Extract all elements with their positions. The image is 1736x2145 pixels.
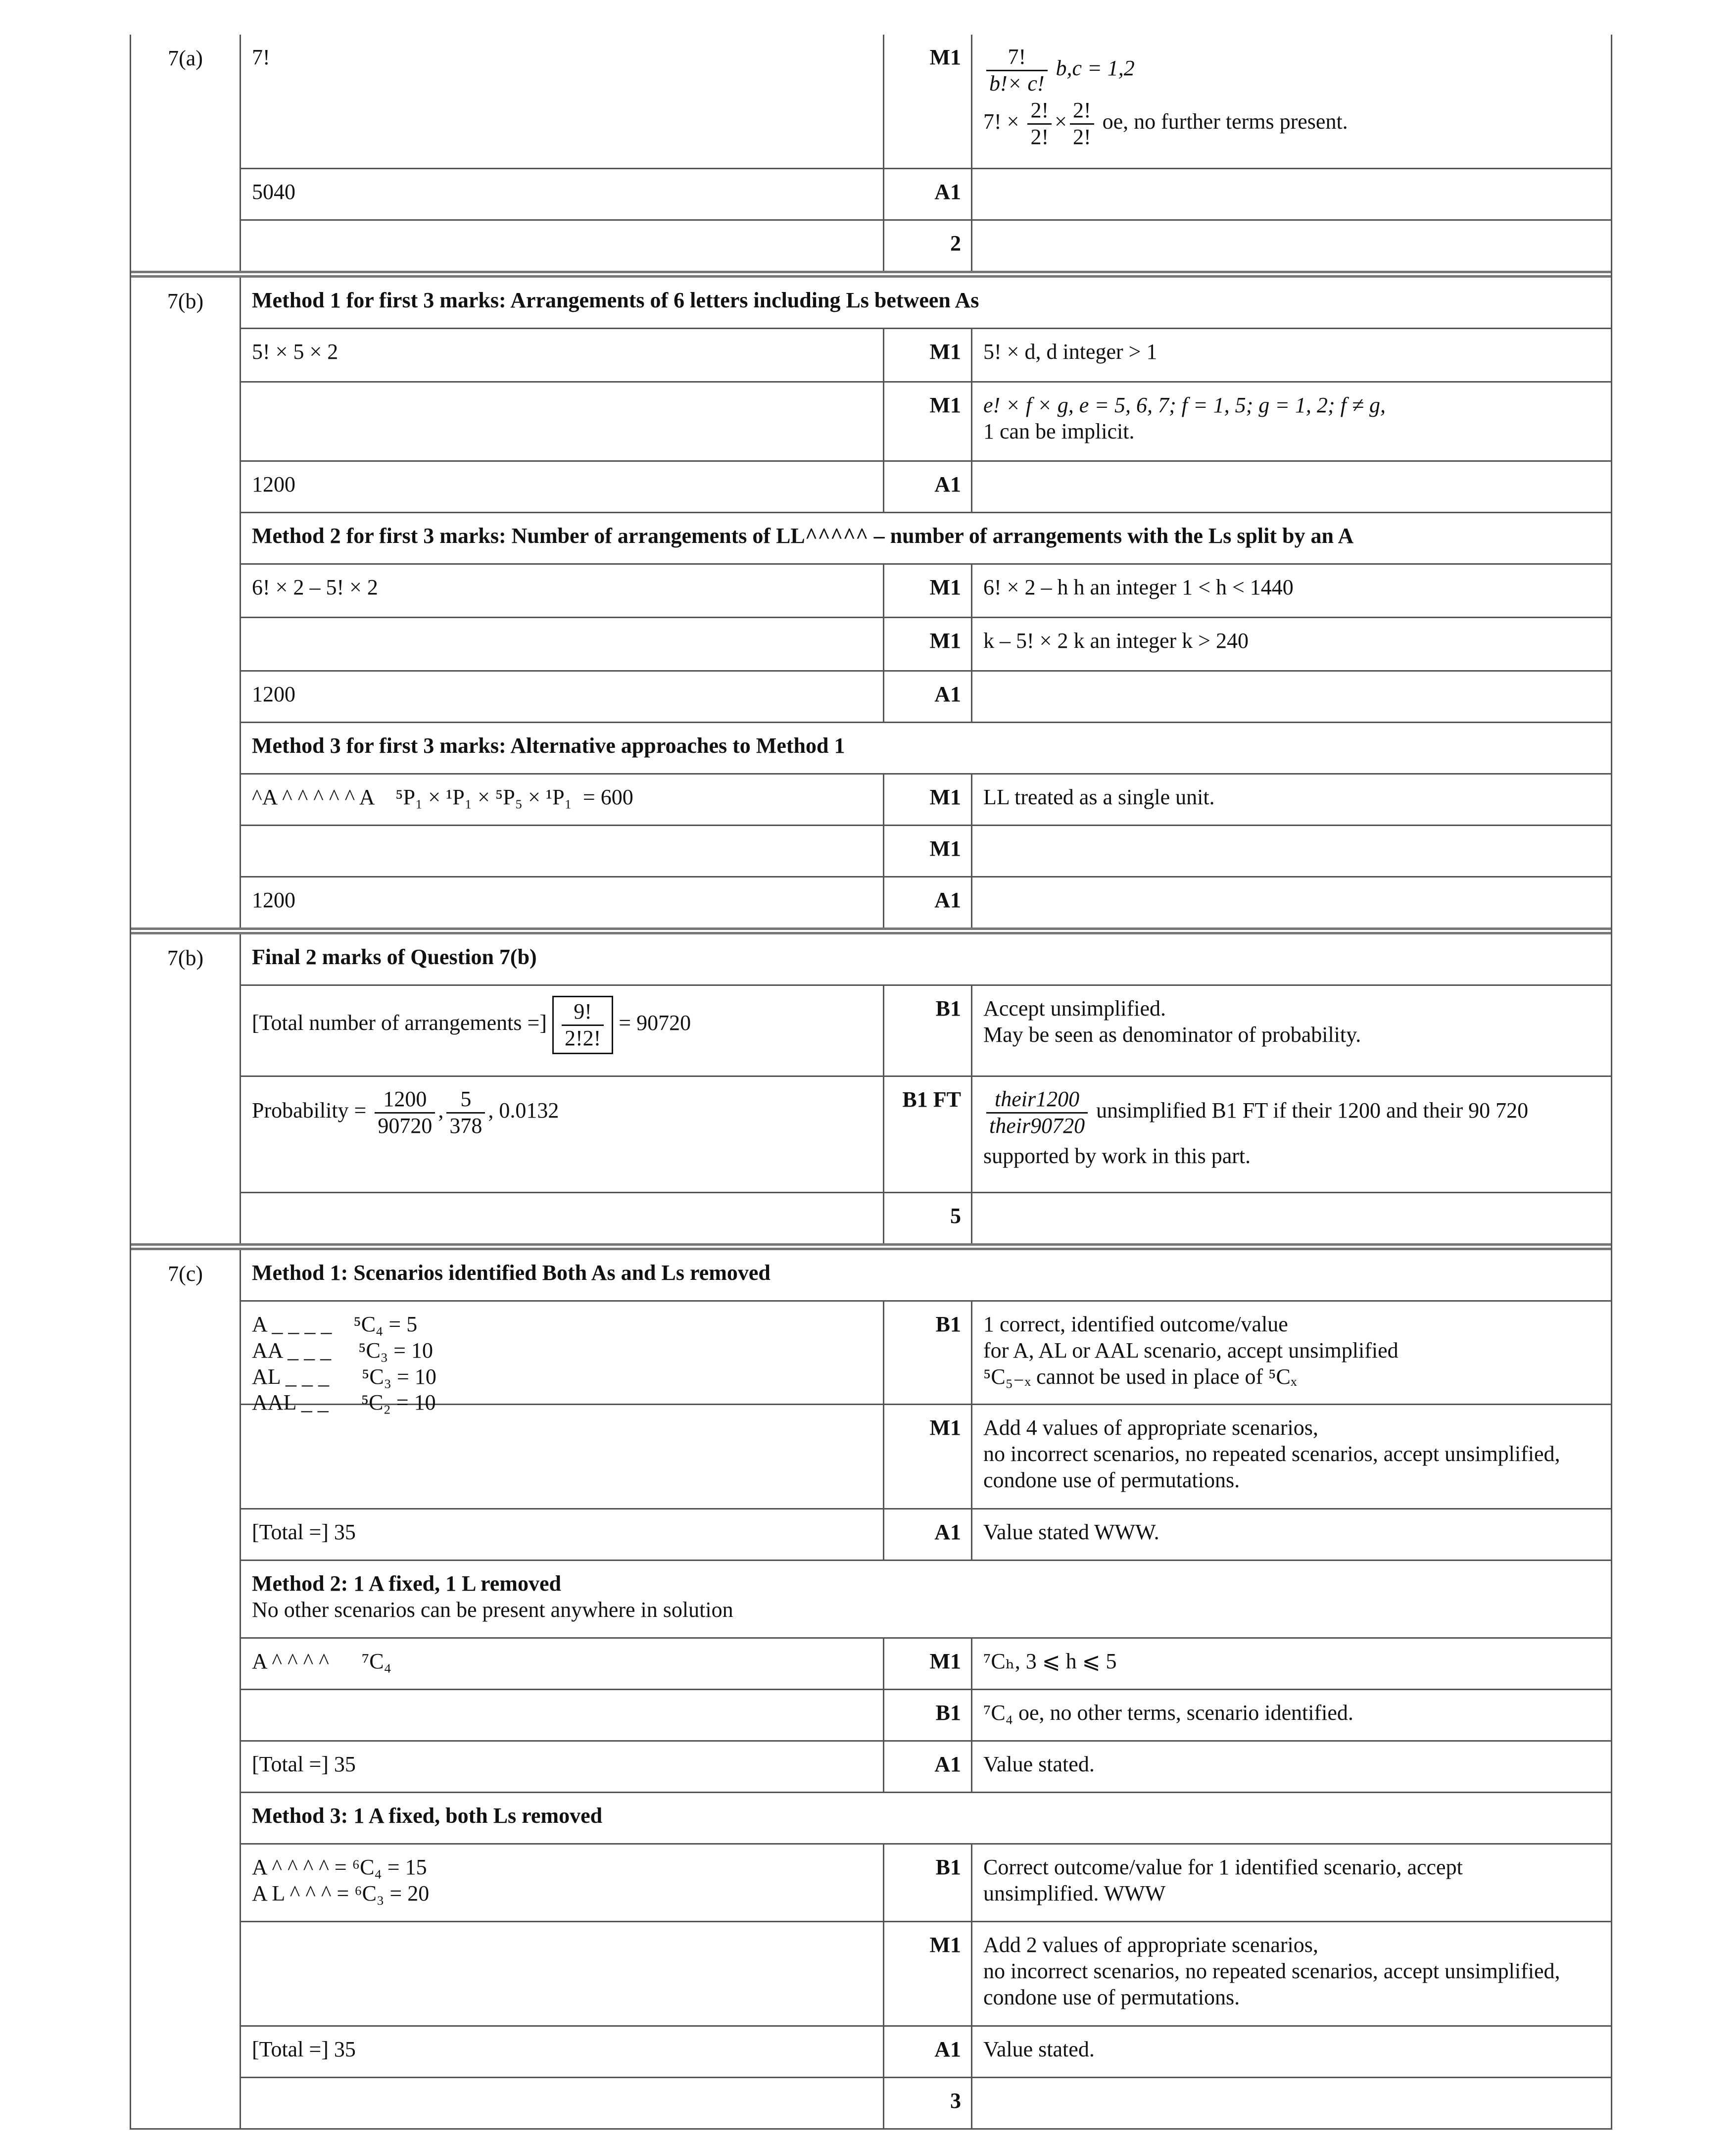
table-row — [241, 2077, 1611, 2128]
guidance-cell — [972, 672, 1611, 722]
method-header-row — [241, 934, 1611, 984]
answer-cell: [Total number of arrangements =] $\frac{9!}{2!2!}$ = 90720 — [241, 986, 884, 1075]
scenario-list — [252, 1312, 872, 1416]
answer-cell — [241, 1302, 884, 1415]
table-row — [241, 825, 1611, 876]
answer-cell — [241, 826, 884, 876]
guidance-cell — [972, 826, 1611, 876]
table-row — [241, 381, 1611, 460]
table-row — [241, 35, 1611, 168]
total-mark-cell: 2 — [884, 221, 972, 271]
scenario-line: AA _ _ _ ⁵C₃ = 10 — [252, 1338, 433, 1363]
fraction: $\frac{5}{378}$ — [446, 1087, 485, 1138]
table-row — [241, 1075, 1611, 1192]
method-header-row — [241, 512, 1611, 563]
method-header: Method 3: 1 A fixed, both Ls removed — [252, 1804, 603, 1828]
guidance-cell: Value stated. — [983, 1752, 1095, 1776]
guidance-cell: ⁷Cₕ, 3 ⩽ h ⩽ 5 — [983, 1649, 1117, 1673]
method-header-row — [241, 1792, 1611, 1843]
guidance-cell: Add 4 values of appropriate scenarios, no incorrect scenarios, no repeated scenarios, accept unsimplified, condone use of permutations. — [983, 1415, 1560, 1492]
table-row — [241, 984, 1611, 1075]
answer-cell — [241, 2078, 884, 2128]
mark-cell: A1 — [884, 878, 972, 927]
answer-cell: 7! — [241, 35, 884, 168]
mark-cell: B1 — [884, 1690, 972, 1740]
answer-cell: [Total =] 35 — [241, 2027, 884, 2077]
table-row — [241, 1508, 1611, 1560]
table-row — [241, 1740, 1611, 1792]
answer-cell — [241, 1193, 884, 1243]
scenario-line: A L ^ ^ ^ = ⁶C₃ = 20 — [252, 1881, 430, 1905]
mark-cell: M1 — [884, 618, 972, 670]
question-label: 7(a) — [131, 35, 241, 271]
answer-cell — [241, 1922, 884, 2025]
bracketed-fraction — [552, 996, 613, 1054]
mark-cell: A1 — [884, 169, 972, 219]
fraction: $\frac{7!}{b!\times c!}$ — [986, 45, 1048, 96]
table-row — [241, 1637, 1611, 1689]
guidance-cell — [972, 878, 1611, 927]
table-row — [241, 1404, 1611, 1508]
answer-cell — [241, 1845, 884, 1921]
guidance-cell — [972, 462, 1611, 512]
table-row — [241, 876, 1611, 927]
table-row — [241, 1843, 1611, 1921]
mark-cell: A1 — [884, 1742, 972, 1792]
question-7a-block — [131, 35, 1611, 271]
guidance-cell: ⁷C₄ oe, no other terms, scenario identified. — [983, 1701, 1353, 1725]
method-header: Method 3 for first 3 marks: Alternative approaches to Method 1 — [252, 733, 845, 758]
answer-cell — [241, 1405, 884, 1508]
guidance-cell: k – 5! × 2 k an integer k > 240 — [983, 629, 1249, 653]
fraction: $\frac{2!}{2!}$ — [1070, 98, 1094, 149]
scenario-line: AL _ _ _ ⁵C₃ = 10 — [252, 1364, 436, 1389]
guidance-cell: Accept unsimplified. May be seen as denominator of probability. — [983, 996, 1361, 1047]
mark-cell: M1 — [884, 775, 972, 825]
method-header: Method 2: 1 A fixed, 1 L removed No other scenarios can be present anywhere in solution — [252, 1571, 733, 1622]
answer-cell: 5040 — [241, 169, 884, 219]
table-row — [241, 773, 1611, 825]
answer-cell: [Total =] 35 — [241, 1742, 884, 1792]
mark-cell: M1 — [884, 1405, 972, 1508]
answer-cell: [Total =] 35 — [241, 1510, 884, 1560]
guidance-cell: $\frac{\text{their1200}}{\text{their90720}}$ unsimplified B1 FT if their 1200 and their 90 720 supported by work in this part. — [983, 1087, 1529, 1169]
guidance-cell — [972, 221, 1611, 271]
question-label: 7(b) — [131, 278, 241, 927]
guidance-cell: 1 correct, identified outcome/value for A, AL or AAL scenario, accept unsimplified ⁵C₅₋ₓ cannot be used in place of ⁵Cₓ — [983, 1312, 1398, 1389]
fraction: $\frac{1200}{90720}$ — [375, 1087, 435, 1138]
method-header-row — [241, 1250, 1611, 1300]
answer-cell — [241, 1690, 884, 1740]
answer-cell: 1200 — [241, 672, 884, 722]
method-header-row — [241, 1560, 1611, 1637]
answer-cell: ^A ^ ^ ^ ^ ^ A ⁵P₁ × ¹P₁ × ⁵P₅ × ¹P₁ = 600 — [241, 775, 884, 825]
answer-cell: A ^ ^ ^ ^ ⁷C₄ — [241, 1639, 884, 1689]
guidance-cell — [972, 169, 1611, 219]
guidance-cell — [972, 1193, 1611, 1243]
mark-cell: A1 — [884, 462, 972, 512]
mark-cell: M1 — [884, 35, 972, 168]
guidance-cell: LL treated as a single unit. — [983, 785, 1215, 809]
method-header: Method 2 for first 3 marks: Number of arrangements of LL^^^^^ – number of arrangements with the Ls split by an A — [252, 524, 1354, 548]
table-row — [241, 460, 1611, 512]
table-row — [241, 1921, 1611, 2025]
guidance-cell: 6! × 2 – h h an integer 1 < h < 1440 — [983, 575, 1294, 599]
answer-cell — [241, 618, 884, 670]
question-label: 7(b) — [131, 934, 241, 1243]
mark-cell: B1 — [884, 986, 972, 1075]
mark-cell: M1 — [884, 826, 972, 876]
guidance-cell — [972, 2078, 1611, 2128]
question-7c-block — [131, 1243, 1611, 2128]
question-label: 7(c) — [131, 1250, 241, 2128]
mark-cell: M1 — [884, 1639, 972, 1689]
method-header: Final 2 marks of Question 7(b) — [252, 945, 537, 969]
answer-cell — [241, 383, 884, 460]
mark-cell: M1 — [884, 329, 972, 381]
mark-cell: M1 — [884, 565, 972, 617]
mark-cell: B1 — [884, 1302, 972, 1404]
answer-cell: 6! × 2 – 5! × 2 — [241, 565, 884, 617]
method-header: Method 1 for first 3 marks: Arrangements of 6 letters including Ls between As — [252, 288, 979, 312]
guidance-cell: Value stated WWW. — [983, 1520, 1159, 1544]
answer-cell: 1200 — [241, 878, 884, 927]
guidance-cell: 5! × d, d integer > 1 — [983, 340, 1157, 364]
method-header: Method 1: Scenarios identified Both As and Ls removed — [252, 1261, 771, 1285]
guidance-cell: Add 2 values of appropriate scenarios, no incorrect scenarios, no repeated scenarios, accept unsimplified, condone use of permutations. — [983, 1933, 1560, 2009]
answer-cell: 5! × 5 × 2 — [241, 329, 884, 381]
answer-cell — [241, 221, 884, 271]
scenario-line: A ^ ^ ^ ^ = ⁶C₄ = 15 — [252, 1855, 427, 1879]
scenario-line: AAL _ _ ⁵C₂ = 10 — [252, 1390, 436, 1415]
mark-scheme-sheet — [130, 35, 1612, 2130]
fraction: $\frac{2!}{2!}$ — [1027, 98, 1052, 149]
table-row — [241, 328, 1611, 381]
table-row — [241, 168, 1611, 219]
table-row — [241, 1300, 1611, 1415]
question-7b-methods-block — [131, 271, 1611, 927]
table-row — [241, 219, 1611, 271]
table-row — [241, 1192, 1611, 1243]
table-row — [241, 1689, 1611, 1740]
mark-cell: B1 FT — [884, 1077, 972, 1192]
answer-cell: Probability = $\frac{1200}{90720}$ , $\frac{5}{378}$ , 0.0132 — [241, 1077, 884, 1192]
guidance-cell: Value stated. — [983, 2037, 1095, 2061]
guidance-cell: $\frac{7!}{b!\times c!}$ b,c = 1,2 7! × $\frac{2!}{2!}$ × $\frac{2!}{2!}$ oe, no further terms present. — [983, 45, 1348, 149]
guidance-cell: Correct outcome/value for 1 identified scenario, accept unsimplified. WWW — [983, 1855, 1463, 1905]
mark-cell: B1 — [884, 1845, 972, 1921]
table-row — [241, 563, 1611, 617]
scenario-line: A _ _ _ _ ⁵C₄ = 5 — [252, 1312, 418, 1336]
mark-cell: M1 — [884, 1922, 972, 2025]
mark-cell: A1 — [884, 672, 972, 722]
answer-cell: 1200 — [241, 462, 884, 512]
fraction: $\frac{9!}{2!2!}$ — [562, 999, 604, 1051]
mark-cell: M1 — [884, 383, 972, 460]
mark-cell: A1 — [884, 2027, 972, 2077]
question-7b-final-block — [131, 927, 1611, 1243]
total-mark-cell: 5 — [884, 1193, 972, 1243]
table-row — [241, 617, 1611, 670]
fraction: $\frac{\text{their1200}}{\text{their90720}}$ — [986, 1087, 1088, 1138]
guidance-cell: e! × f × g, e = 5, 6, 7; f = 1, 5; g = 1, 2; f ≠ g, 1 can be implicit. — [983, 393, 1386, 443]
mark-cell: A1 — [884, 1510, 972, 1560]
table-row — [241, 2025, 1611, 2077]
method-header-row — [241, 722, 1611, 773]
table-row — [241, 670, 1611, 722]
total-mark-cell: 3 — [884, 2078, 972, 2128]
method-header-row — [241, 278, 1611, 328]
